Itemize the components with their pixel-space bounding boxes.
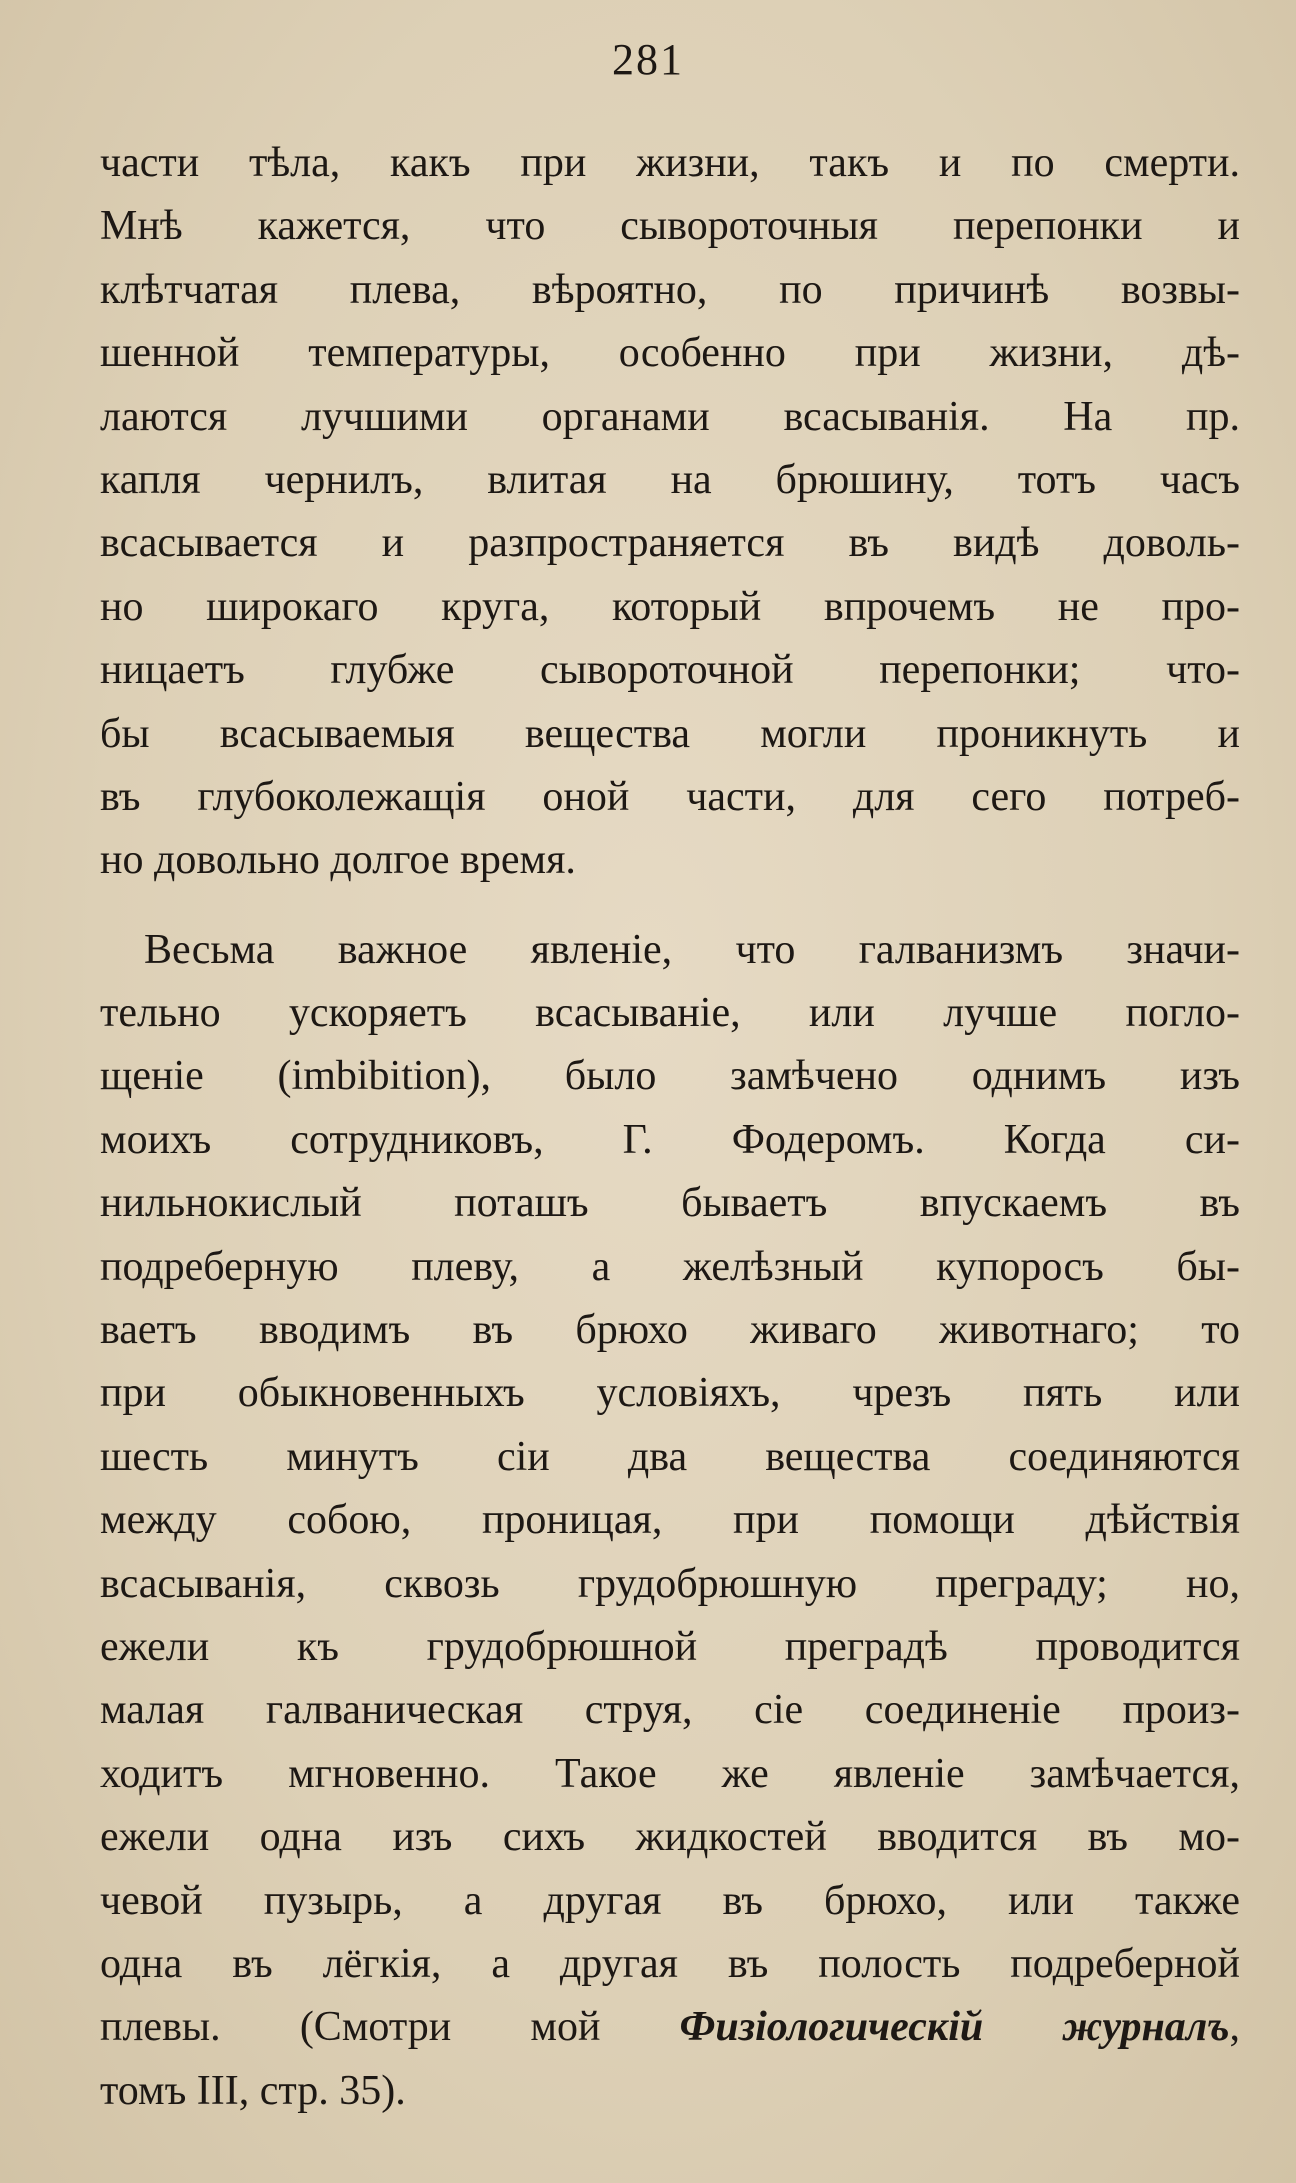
text-line: шенной температуры, особенно при жизни, дѣ- xyxy=(100,330,1240,377)
text-line: части тѣла, какъ при жизни, такъ и по смерти. xyxy=(100,140,1240,186)
text-line: клѣтчатая плева, вѣроятно, по причинѣ возвы- xyxy=(100,266,1240,313)
text-line: всасывается и разпространяется въ видѣ доволь- xyxy=(100,520,1240,567)
text-line: бы всасываемыя вещества могли проникнуть и xyxy=(100,710,1240,757)
page-number: 281 xyxy=(612,35,684,84)
paragraph-2 xyxy=(100,919,1240,2123)
text-line: при обыкновенныхъ условіяхъ, чрезъ пять или xyxy=(100,1370,1240,1417)
text-line: но широкаго круга, который впрочемъ не про- xyxy=(100,583,1240,630)
text-line: моихъ сотрудниковъ, Г. Фодеромъ. Когда си- xyxy=(100,1116,1240,1163)
text-line: малая галваническая струя, сіе соединеніе произ- xyxy=(100,1687,1240,1734)
paragraph-gap xyxy=(100,893,1240,919)
text-line: ваетъ вводимъ въ брюхо живаго животнаго; то xyxy=(100,1307,1240,1354)
text-line: ежели одна изъ сихъ жидкостей вводится въ мо- xyxy=(100,1814,1240,1861)
text-line: нильнокислый поташъ бываетъ впускаемъ въ xyxy=(100,1180,1240,1227)
citation-prefix: плевы. (Смотри мой xyxy=(100,2004,680,2051)
citation-line xyxy=(100,1996,1240,2059)
text-line: ницаетъ глубже сывороточной перепонки; что- xyxy=(100,647,1240,694)
text-line: въ глубоколежащія оной части, для сего потреб- xyxy=(100,773,1240,820)
text-line: ежели къ грудобрюшной преградѣ проводится xyxy=(100,1623,1240,1670)
text-line: щеніе (imbibition), было замѣчено однимъ изъ xyxy=(100,1053,1240,1100)
body-text xyxy=(100,132,1240,2123)
text-line: Весьма важное явленіе, что галванизмъ значи- xyxy=(144,926,1240,973)
text-line: лаются лучшими органами всасыванія. На пр. xyxy=(100,393,1240,440)
text-line: подреберную плеву, а желѣзный купоросъ бы- xyxy=(100,1243,1240,1290)
citation-volume-line: томъ III, стр. 35). xyxy=(100,2067,406,2114)
text-line: между собою, проницая, при помощи дѣйствія xyxy=(100,1497,1240,1544)
journal-title: Физіологическій журналъ xyxy=(679,2004,1230,2051)
text-line: ходитъ мгновенно. Такое же явленіе замѣчается, xyxy=(100,1750,1240,1797)
text-line: но довольно долгое время. xyxy=(100,837,576,884)
text-line: тельно ускоряетъ всасываніе, или лучше погло- xyxy=(100,990,1240,1037)
text-line: капля чернилъ, влитая на брюшину, тотъ часъ xyxy=(100,456,1240,503)
text-line: всасыванія, сквозь грудобрюшную преграду; но, xyxy=(100,1560,1240,1607)
citation-comma: , xyxy=(1229,2004,1240,2051)
text-line: чевой пузырь, а другая въ брюхо, или также xyxy=(100,1877,1240,1924)
text-line: Мнѣ кажется, что сывороточныя перепонки и xyxy=(100,203,1240,250)
paragraph-1 xyxy=(100,132,1240,893)
text-line: одна въ лёгкія, а другая въ полость подреберной xyxy=(100,1940,1240,1987)
text-line: шесть минутъ сіи два вещества соединяются xyxy=(100,1433,1240,1480)
